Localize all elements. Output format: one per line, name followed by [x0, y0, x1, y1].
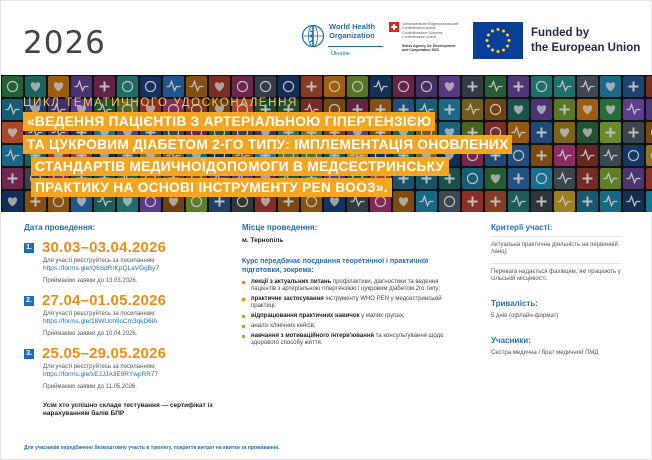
dates-label: Дата проведення: — [24, 223, 96, 232]
swiss-flag-icon — [389, 22, 399, 32]
session-1 — [24, 239, 224, 285]
list-item: лекції з актуальних питань профілактики, діагностики та ведення пацієнтів з артеріальною гіпертензією і цукровим діабетом 2го типу; — [242, 279, 452, 293]
participants-value: Сестра медична / брат медичний ПМД — [491, 350, 599, 356]
list-item: навчання з мотиваційного інтерв'ювання та консультування щодо здорового способу життя. — [242, 333, 452, 347]
eu-star-icon — [508, 39, 511, 42]
criteria-item-2: Перевага надається фахівцям, які працюють у сільській місцевості. — [491, 269, 621, 282]
deadline-text: Приймаємо заявки до 11.05.2026. — [43, 384, 137, 390]
swiss-logo — [389, 22, 470, 52]
session-number: 2. — [24, 296, 34, 306]
title-banner — [1, 75, 652, 212]
who-country: Ukraine — [331, 51, 350, 57]
eu-star-icon — [487, 34, 490, 37]
criteria-column — [491, 223, 631, 357]
venue-city: м. Тернопіль — [242, 237, 284, 244]
course-list — [242, 279, 452, 347]
session-number: 3. — [24, 349, 34, 359]
venue-label: Місце проведення: — [242, 223, 318, 232]
duration-value: 5 днів (офлайн-формат) — [491, 313, 559, 319]
banner-title-line-4: ПРАКТИКУ НА ОСНОВІ ІНСТРУМЕНТУ PEN ВООЗ». — [31, 178, 392, 197]
session-dates: 25.05–29.05.2026 — [42, 345, 167, 362]
eu-star-icon — [491, 29, 494, 32]
duration-label: Тривалість: — [491, 299, 538, 308]
criteria-item-1: Актуальна практична діяльність на первинній ланці; — [491, 242, 618, 255]
participants-label: Учасники: — [491, 336, 531, 345]
eu-star-icon — [491, 49, 494, 52]
eu-logo — [473, 22, 640, 59]
banner-title-line-1: «ВЕДЕННЯ ПАЦІЄНТІВ З АРТЕРІАЛЬНОЮ ГІПЕРТЕНЗІЄЮ — [23, 112, 435, 131]
divider — [491, 263, 621, 264]
divider — [491, 236, 621, 237]
deadline-text: Приймаємо заявки до 10.04.2026. — [43, 331, 138, 337]
session-2 — [24, 292, 224, 338]
who-emblem-icon — [300, 23, 326, 49]
register-link[interactable]: https://forms.gle/18WUch9sCm3qkD6lA — [43, 318, 158, 325]
register-text: Для участі реєструйтесь за посиланням: — [43, 364, 156, 370]
eu-star-icon — [502, 49, 505, 52]
eu-star-icon — [506, 45, 509, 48]
banner-subtitle: ЦИКЛ ТЕМАТИЧНОГО УДОСКОНАЛЕННЯ — [23, 97, 298, 109]
list-item: відпрацювання практичних навичок у малих групах; — [242, 313, 452, 320]
eu-flag-icon — [473, 22, 523, 59]
register-link[interactable]: https://forms.gle/Q6SdRrKpQLaVGgBy7 — [43, 265, 159, 272]
eu-star-icon — [486, 39, 489, 42]
swiss-text: Schweizerische Eidgenossenschaft Confédération suisse Confederazione Svizzera Confederaziun svizra Swiss Agency for Development and Cooperation SDC — [402, 22, 459, 53]
year-heading: 2026 — [23, 25, 106, 61]
list-item: аналіз клінічних кейсів; — [242, 323, 452, 330]
who-name: World Health Organization — [329, 22, 376, 40]
eu-star-icon — [506, 34, 509, 37]
register-text: Для участі реєструйтесь за посиланням: — [43, 258, 156, 264]
eu-star-icon — [497, 50, 500, 53]
eu-star-icon — [497, 28, 500, 31]
course-intro: Курс передбачає поєднання теоретичної і практичної підготовки, зокрема: — [242, 258, 429, 274]
list-item: практичне застосування інструменту WHO PEN у медсестринській практиці; — [242, 296, 452, 310]
session-dates: 30.03–03.04.2026 — [42, 239, 167, 256]
footer-note: Для учасників передбачено безкоштовну участь в тренінгу, покриття витрат на квитки та проживання. — [24, 445, 280, 451]
eu-star-icon — [502, 29, 505, 32]
session-3 — [24, 345, 224, 391]
who-divider — [328, 46, 383, 47]
banner-title-line-3: СТАНДАРТІВ МЕДИЧНОЇДОПОМОГИ В МЕДСЕСТРИНСЬКУ — [31, 157, 449, 176]
session-dates: 27.04–01.05.2026 — [42, 292, 167, 309]
certificate-note: Усім хто успішно складе тестування — сертифікат із нарахуванням балів БПР — [43, 402, 213, 417]
deadline-text: Приймаємо заявки до 13.03.2026. — [43, 278, 138, 284]
eu-star-icon — [487, 45, 490, 48]
session-number: 1. — [24, 243, 34, 253]
register-text: Для участі реєструйтесь за посиланням: — [43, 311, 156, 317]
banner-title-line-2: ТА ЦУКРОВИМ ДІАБЕТОМ 2-ГО ТИПУ: ІМПЛЕМЕНТАЦІЯ ОНОВЛЕНИХ — [23, 135, 512, 154]
eu-funding-text: Funded by the European Union — [531, 26, 641, 54]
criteria-label: Критерії участі: — [491, 223, 553, 232]
dates-column — [24, 223, 224, 418]
register-link[interactable]: https://forms.gle/xEJJJA3E9RYwpRR77 — [43, 371, 159, 378]
venue-column — [242, 223, 452, 347]
